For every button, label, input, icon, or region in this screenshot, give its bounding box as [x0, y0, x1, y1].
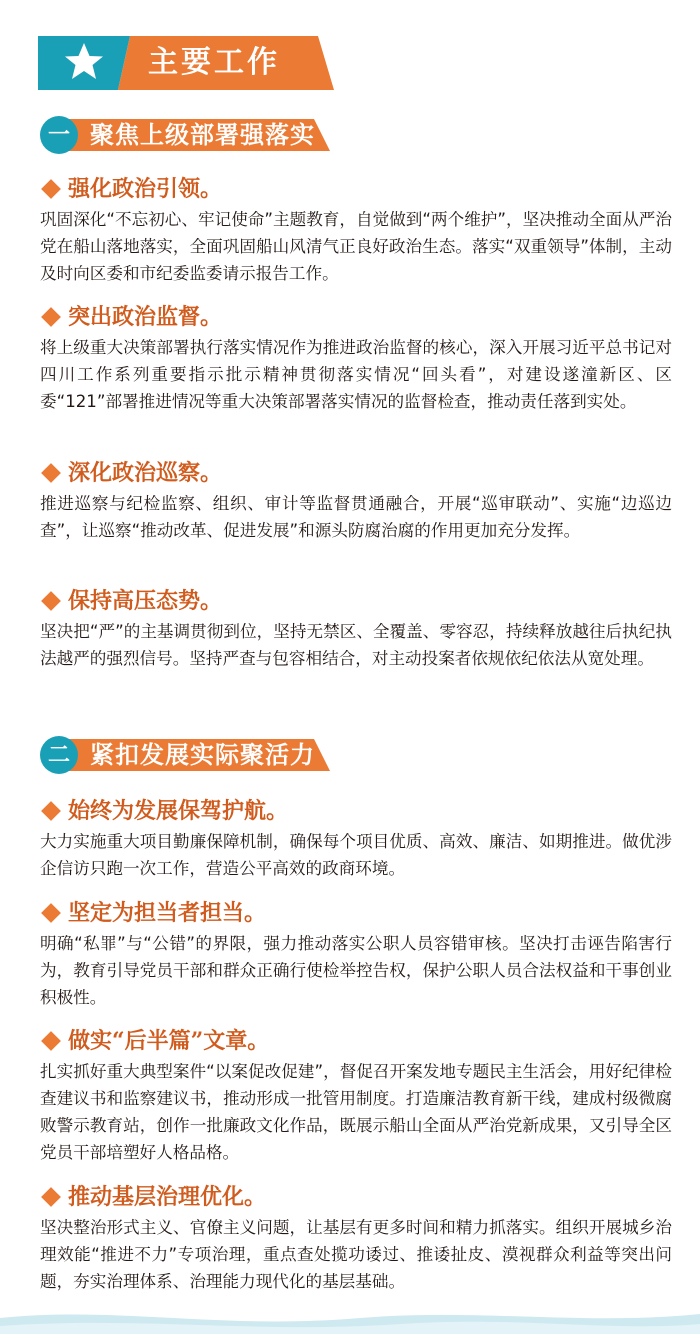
list-item: [40, 456, 672, 544]
section-header-2: [40, 736, 330, 774]
diamond-bullet-icon: [41, 801, 61, 821]
diamond-bullet-icon: [41, 591, 61, 611]
diamond-bullet-icon: [41, 179, 61, 199]
bottom-wave-decoration: [0, 1304, 700, 1334]
banner: [38, 36, 334, 90]
item-heading-text: 做实“后半篇”文章。: [68, 1028, 270, 1054]
item-body: 坚决把“严”的主基调贯彻到位，坚持无禁区、全覆盖、零容忍，持续释放越往后执纪执法越严的强烈信号。坚持严查与包容相结合，对主动投案者依规依纪依法从宽处理。: [40, 622, 672, 668]
list-item: [40, 794, 672, 882]
list-item: [40, 1180, 672, 1295]
item-body: 坚决整治形式主义、官僚主义问题，让基层有更多时间和精力抓落实。组织开展城乡治理效能“推进不力”专项治理，重点查处揽功诿过、推诿扯皮、漠视群众利益等突出问题，夯实治理体系、治理能力现代化的基层基础。: [40, 1218, 672, 1291]
item-heading: [40, 456, 672, 490]
item-heading: [40, 896, 672, 930]
diamond-bullet-icon: [41, 1031, 61, 1051]
item-heading: [40, 300, 672, 334]
item-body: 推进巡察与纪检监察、组织、审计等监督贯通融合，开展“巡审联动”、实施“边巡边查”，让巡察“推动改革、促进发展”和源头防腐治腐的作用更加充分发挥。: [40, 494, 672, 540]
section-title: 紧扣发展实际聚活力: [90, 740, 315, 769]
list-item: [40, 584, 672, 672]
item-heading: [40, 1180, 672, 1214]
section-number: 二: [47, 742, 70, 768]
diamond-bullet-icon: [41, 1187, 61, 1207]
item-body: 扎实抓好重大典型案件“以案促改促建”，督促召开案发地专题民主生活会，用好纪律检查建议书和监察建议书，推动形成一批管用制度。打造廉洁教育新干线，建成村级微腐败警示教育站，创作一批廉政文化作品，既展示船山全面从严治党新成果，又引导全区党员干部培塑好人格品格。: [40, 1062, 672, 1162]
diamond-bullet-icon: [41, 903, 61, 923]
section-header-1: [40, 116, 330, 154]
list-item: [40, 1024, 672, 1166]
item-heading: [40, 584, 672, 618]
item-heading-text: 推动基层治理优化。: [68, 1184, 267, 1210]
item-heading-text: 保持高压态势。: [68, 588, 223, 614]
item-heading-text: 深化政治巡察。: [68, 460, 223, 486]
item-heading-text: 坚定为担当者担当。: [68, 900, 267, 926]
section-title: 聚焦上级部署强落实: [90, 120, 315, 149]
item-heading: [40, 172, 672, 206]
diamond-bullet-icon: [41, 307, 61, 327]
item-heading-text: 突出政治监督。: [68, 304, 223, 330]
item-body: 巩固深化“不忘初心、牢记使命”主题教育，自觉做到“两个维护”，坚决推动全面从严治党在船山落地落实，全面巩固船山风清气正良好政治生态。落实“双重领导”体制，主动及时向区委和市纪委监委请示报告工作。: [40, 210, 672, 283]
item-heading: [40, 1024, 672, 1058]
list-item: [40, 172, 672, 287]
item-heading-text: 强化政治引领。: [68, 176, 223, 202]
item-heading-text: 始终为发展保驾护航。: [68, 798, 289, 824]
list-item: [40, 300, 672, 415]
diamond-bullet-icon: [41, 463, 61, 483]
item-body: 大力实施重大项目勤廉保障机制，确保每个项目优质、高效、廉洁、如期推进。做优涉企信访只跑一次工作，营造公平高效的政商环境。: [40, 832, 672, 878]
item-heading: [40, 794, 672, 828]
section-number: 一: [47, 122, 70, 148]
item-body: 将上级重大决策部署执行落实情况作为推进政治监督的核心，深入开展习近平总书记对四川工作系列重要指示批示精神贯彻落实情况“回头看”，对建设遂潼新区、区委“121”部署推进情况等重大决策部署落实情况的监督检查，推动责任落到实处。: [40, 338, 672, 411]
banner-title: 主要工作: [148, 45, 280, 80]
list-item: [40, 896, 672, 1011]
item-body: 明确“私罪”与“公错”的界限，强力推动落实公职人员容错审核。坚决打击诬告陷害行为，教育引导党员干部和群众正确行使检举控告权，保护公职人员合法权益和干事创业积极性。: [40, 934, 672, 1007]
